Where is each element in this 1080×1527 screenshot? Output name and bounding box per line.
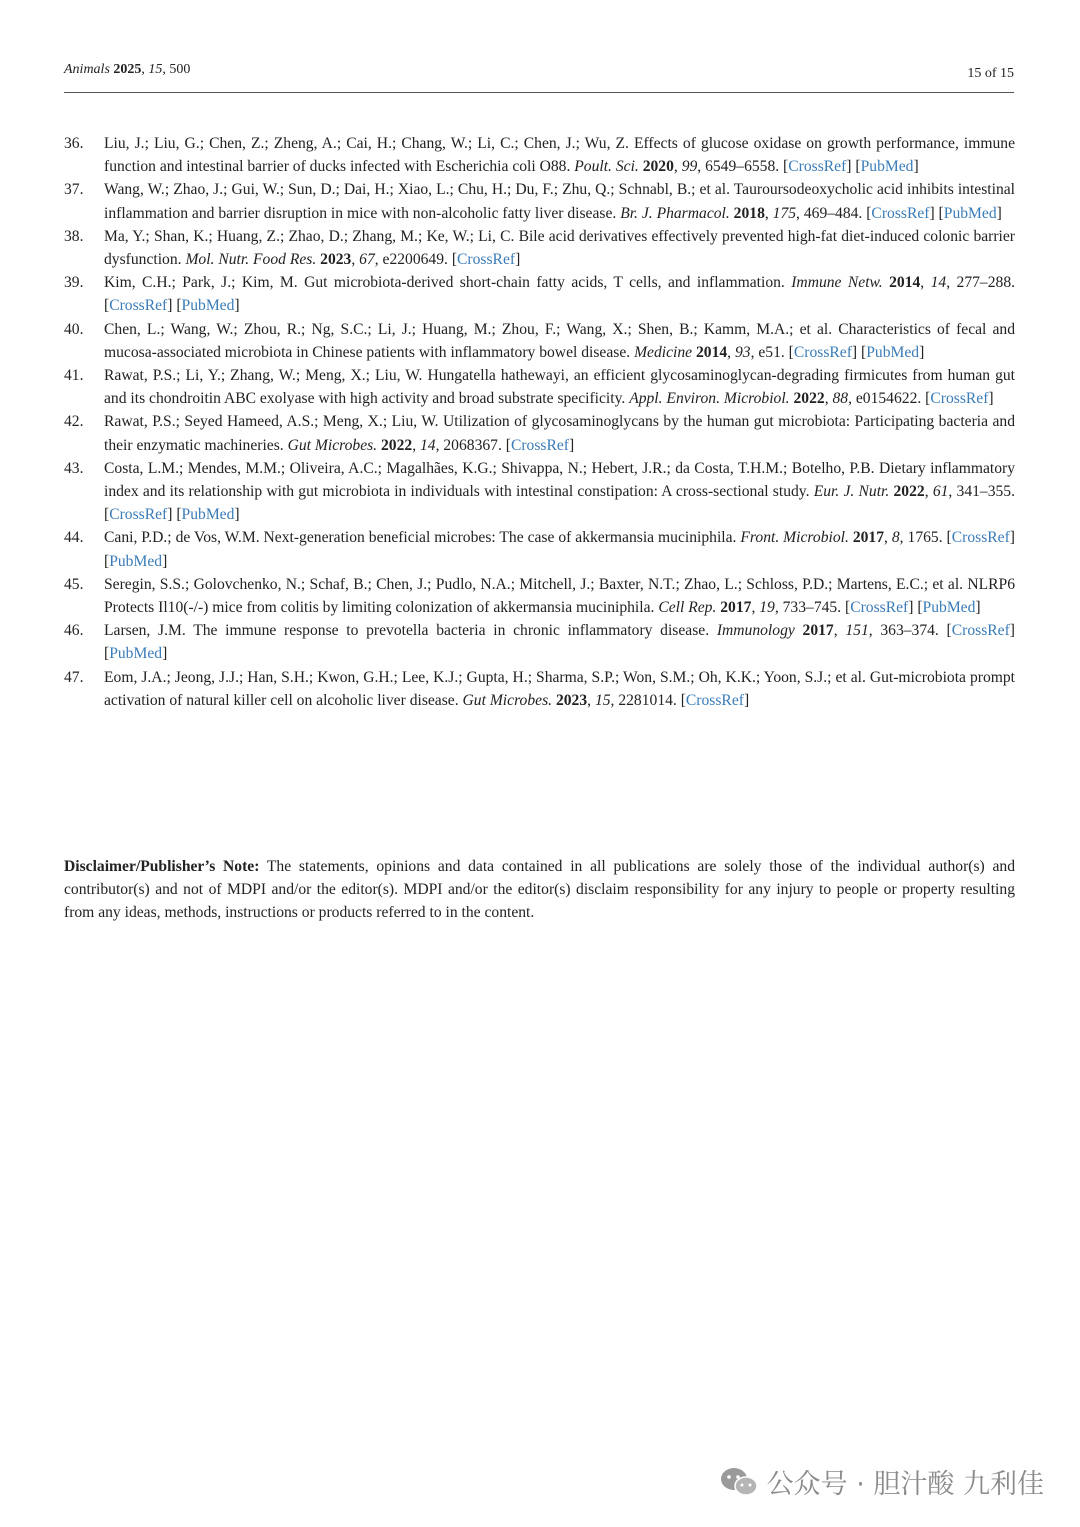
reference-italic: 14 [419,436,436,454]
reference-year: 2020 [642,158,674,176]
reference-year: 2022 [793,390,825,408]
reference-italic: 151 [845,622,869,640]
reference-italic: Front. Microbiol. [740,529,849,547]
reference-text: , 733–745. [ [774,599,851,617]
reference-text: , 1765. [ [899,529,952,547]
reference-number: 39. [64,274,84,292]
reference-year: 2017 [852,529,885,547]
pubmed-link[interactable]: PubMed [109,552,163,570]
reference-text: ] [569,436,575,454]
reference-italic: 8 [891,529,900,547]
reference-text: , 277–288. [ [104,274,1016,315]
reference-text: , 469–484. [ [796,204,872,222]
article-number: 500 [169,62,191,77]
crossref-link[interactable]: CrossRef [109,506,168,524]
reference-number: 37. [64,181,84,199]
reference-text: , e2200649. [ [374,251,458,269]
reference-text: ] [743,691,750,709]
reference-text: Eom, J.A.; Jeong, J.J.; Han, S.H.; Kwon, G.H.; Lee, K.J.; Gupta, H.; Sharma, S.P.; Won, S.M.; Oh, K.K.; Yoon, S.J.; et al. Gut-microbiota prompt activation of natural killer cell on alcoholic liver disease. [104,668,1015,709]
crossref-link[interactable]: CrossRef [951,529,1010,547]
reference-year: 2018 [733,204,765,222]
reference-text: , [924,483,933,501]
reference-year: 2017 [720,599,752,617]
reference-text: ] [162,645,168,663]
reference-text: ] [913,158,919,176]
reference-text: , 341–355. [ [104,483,1015,524]
reference-italic: Gut Microbes. [462,691,553,709]
reference-italic: Poult. Sci. [574,158,639,176]
reference-text: ] [996,204,1002,222]
reference-italic: Eur. J. Nutr. [813,483,890,501]
pubmed-link[interactable]: PubMed [109,645,163,663]
reference-text: , [920,274,931,292]
crossref-link[interactable]: CrossRef [871,204,930,222]
pubmed-link[interactable]: PubMed [860,158,914,176]
reference-year: 2014 [695,343,728,361]
reference-item [64,178,1015,224]
reference-year: 2014 [889,274,921,292]
reference-text: Rawat, P.S.; Seyed Hameed, A.S.; Meng, X.; Liu, W. Utilization of glycosaminoglycans by the human gut microbiota: Participating bacteria and their enzymatic machineries. [104,413,1015,454]
reference-number: 38. [64,227,84,245]
journal-citation: Animals 2025, 15, 500 [64,62,191,77]
reference-year: 2023 [320,251,352,269]
reference-year: 2022 [381,436,413,454]
reference-text: , 2068367. [ [435,436,511,454]
reference-text: ] [ [104,529,1015,570]
journal-name: Animals [64,62,110,77]
reference-italic: Br. J. Pharmacol. [620,204,730,222]
reference-item [64,526,1015,572]
reference-item [64,410,1015,456]
crossref-link[interactable]: CrossRef [793,343,852,361]
reference-italic: 99 [681,158,698,176]
reference-text: Kim, C.H.; Park, J.; Kim, M. Gut microbiota-derived short-chain fatty acids, T cells, and inflammation. [104,274,792,292]
reference-item [64,457,1015,527]
journal-volume: 15 [148,62,163,77]
reference-text: ] [234,506,240,524]
reference-text: Ma, Y.; Shan, K.; Huang, Z.; Zhao, D.; Zhang, M.; Ke, W.; Li, C. Bile acid derivatives effectively prevented high-fat diet-induced colonic barrier dysfunction. [104,227,1015,269]
page-number: 15 of 15 [967,66,1014,81]
reference-number: 36. [64,135,84,152]
reference-text: , [727,343,735,361]
reference-italic: 61 [932,483,949,501]
reference-text: , e51. [ [750,343,794,361]
crossref-link[interactable]: CrossRef [850,599,909,617]
reference-list [64,132,1015,712]
reference-number: 40. [64,320,84,338]
pubmed-link[interactable]: PubMed [943,204,997,222]
reference-text: Costa, L.M.; Mendes, M.M.; Oliveira, A.C.; Magalhães, K.G.; Shivappa, N.; Hebert, J.R.; da Costa, T.H.M.; Botelho, P.B. Dietary inflammatory index and its relationship with gut microbiota in individuals with intestinal constipation: A cross-sectional study. [104,459,1015,501]
journal-year: 2025 [113,62,142,77]
pubmed-link[interactable]: PubMed [181,506,235,524]
crossref-link[interactable]: CrossRef [457,251,516,269]
reference-text [795,622,803,639]
reference-item [64,271,1015,317]
reference-text: ] [515,251,521,269]
reference-item [64,225,1015,271]
reference-text: ] [ [908,599,923,617]
reference-text: ] [ [167,297,182,315]
reference-text: , [764,204,773,222]
wechat-icon [719,1465,759,1499]
reference-year: 2023 [555,691,588,709]
reference-year: 2022 [893,483,925,501]
reference-text: ] [ [167,506,182,524]
page-header [64,62,1014,93]
reference-number: 45. [64,575,84,593]
reference-year: 2017 [802,622,834,640]
reference-number: 47. [64,668,84,686]
reference-italic: 15 [594,691,611,709]
reference-text: ] [234,297,240,315]
reference-text: Rawat, P.S.; Li, Y.; Zhang, W.; Meng, X.; Liu, W. Hungatella hathewayi, an efficient glycosaminoglycan-degrading firmicutes from human gut and its chondroitin ABC exolyase with high activity and broad substrate specificity. [104,367,1015,408]
reference-text: Wang, W.; Zhao, J.; Gui, W.; Sun, D.; Dai, H.; Xiao, L.; Chu, H.; Du, F.; Zhu, Q.; Schnabl, B.; et al. Tauroursodeoxycholic acid inhibits intestinal inflammation and barrier disruption in mice with non-alcoholic fatty liver disease. [104,181,1015,222]
reference-text: ] [ [846,158,861,176]
reference-number: 44. [64,529,84,547]
reference-item [64,318,1015,364]
reference-italic: 175 [772,204,797,222]
reference-italic: 67 [359,251,375,269]
pubmed-link[interactable]: PubMed [181,297,235,315]
reference-italic: Appl. Environ. Microbiol. [629,390,790,408]
reference-italic: Medicine [634,343,693,361]
disclaimer [64,855,1015,925]
crossref-link[interactable]: CrossRef [510,436,569,454]
reference-text: , [833,622,846,640]
reference-text: ] [ [851,343,867,361]
reference-item [64,666,1015,712]
reference-text: , [824,390,833,408]
reference-text: , 6549–6558. [ [697,158,789,176]
reference-text: Seregin, S.S.; Golovchenko, N.; Schaf, B.; Chen, J.; Pudlo, N.A.; Mitchell, J.; Baxter, N.T.; Zhao, L.; Schloss, P.D.; Martens, E.C.; et al. NLRP6 Protects Il10(-/-) mice from colitis by limiting colonization of akkermansia muciniphila. [104,575,1015,617]
reference-number: 46. [64,622,84,640]
reference-number: 42. [64,413,84,431]
reference-text: Cani, P.D.; de Vos, W.M. Next-generation beneficial microbes: The case of akkermansia muciniphila. [104,529,741,547]
reference-text: Liu, J.; Liu, G.; Chen, Z.; Zheng, A.; Cai, H.; Chang, W.; Li, C.; Chen, J.; Wu, Z. Effects of glucose oxidase on growth performance, immune function and intestinal barrier of ducks infected with Escherichia coli O88. [104,135,1015,176]
pubmed-link[interactable]: PubMed [866,343,920,361]
reference-text: ] [162,552,168,570]
reference-text: Larsen, J.M. The immune response to prevotella bacteria in chronic inflammatory disease. [104,622,717,640]
reference-italic: 88 [832,390,849,408]
reference-text: , [412,436,420,454]
pubmed-link[interactable]: PubMed [922,599,976,617]
reference-item [64,619,1015,665]
reference-italic: Immune Netw. [791,274,883,292]
reference-italic: 14 [930,274,947,292]
crossref-link[interactable]: CrossRef [109,297,168,315]
reference-text: , 2281014. [ [610,691,686,709]
crossref-link[interactable]: CrossRef [685,691,744,709]
reference-text: ] [ [104,622,1015,663]
crossref-link[interactable]: CrossRef [951,622,1010,640]
reference-italic: Mol. Nutr. Food Res. [185,251,317,269]
reference-text: , [884,529,892,547]
reference-item [64,132,1015,178]
reference-italic: Gut Microbes. [287,436,378,454]
reference-number: 43. [64,459,84,477]
reference-text: , [673,158,682,176]
reference-text: ] [975,599,981,617]
watermark-text: 公众号 · 胆汁酸 九利佳 [766,1469,1044,1500]
crossref-link[interactable]: CrossRef [930,390,989,408]
reference-text: ] [988,390,994,408]
reference-item [64,364,1015,410]
reference-italic: Immunology [716,622,795,640]
reference-italic: Cell Rep. [658,599,717,617]
reference-number: 41. [64,367,84,385]
reference-text: , [751,599,760,617]
reference-text: Chen, L.; Wang, W.; Zhou, R.; Ng, S.C.; Li, J.; Huang, M.; Zhou, F.; Wang, X.; Shen, B.; Kamm, M.A.; et al. Characteristics of fecal and mucosa-associated microbiota in Chinese patients with inflammatory bowel disease. [104,320,1015,361]
reference-text: ] [ [929,204,944,222]
reference-italic: 19 [759,599,775,617]
disclaimer-text: The statements, opinions and data contained in all publications are solely those of the individual author(s) and contributor(s) and not of MDPI and/or the editor(s). MDPI and/or the editor(s) disclaim responsibility for any injury to people or property resulting from any ideas, methods, instructions or products referred to in the content. [64,858,1015,922]
reference-italic: 93 [734,343,751,361]
reference-text: , [587,691,595,709]
reference-text: , 363–374. [ [868,622,952,640]
reference-item [64,573,1015,619]
reference-text: , [351,251,360,269]
watermark [719,1462,1044,1501]
reference-text: ] [919,343,925,361]
reference-text: , e0154622. [ [848,390,931,408]
disclaimer-label: Disclaimer/Publisher’s Note: [64,858,260,875]
crossref-link[interactable]: CrossRef [788,158,847,176]
